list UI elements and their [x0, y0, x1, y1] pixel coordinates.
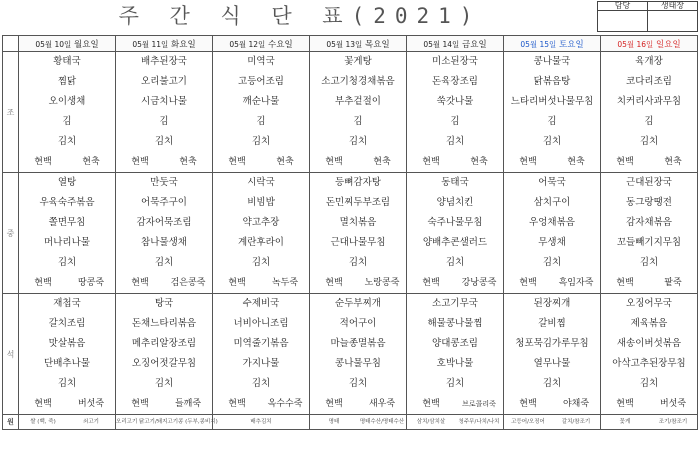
- porridge-item: 검은콩죽: [170, 278, 206, 288]
- dish-item: 깨순나물: [242, 96, 280, 107]
- day-name: 일요일: [656, 39, 681, 50]
- cell-footer: [19, 394, 115, 414]
- weekly-menu-table: [2, 35, 698, 430]
- dish-item: 해물콩나물찜: [427, 318, 483, 329]
- dish-item: 김치: [57, 378, 77, 389]
- dish-item: 참나물생채: [141, 237, 187, 248]
- day-header-row: [3, 36, 698, 52]
- dish-item: 김치: [445, 136, 465, 147]
- origin-item: 청주무/나치/나치: [458, 418, 500, 425]
- dish-item: 김치: [154, 257, 174, 268]
- origin-item: 오리고기 닭고기/돼지고기: [116, 418, 179, 425]
- dish-item: 근대나물무침: [330, 237, 386, 248]
- meal-row: [3, 173, 698, 294]
- day-date: 05월 12일: [229, 39, 266, 49]
- origin-item: 갈치/참조기: [561, 418, 591, 425]
- rice-item: 현백: [325, 278, 343, 288]
- dish-item: 계란후라이: [238, 237, 284, 248]
- cell-footer: [310, 152, 406, 172]
- cell-footer: [213, 394, 309, 414]
- origin-label: 원: [3, 415, 19, 430]
- dish-item: 김치: [57, 257, 77, 268]
- approval-box: [597, 1, 698, 32]
- cell-footer: [116, 273, 212, 293]
- origin-item: 고등어/오징어: [511, 418, 545, 425]
- menu-cell: [116, 52, 213, 173]
- rice-item: 현백: [131, 278, 149, 288]
- rice-item: 현백: [519, 399, 537, 409]
- origin-cell: [310, 415, 407, 430]
- dish-item: 감자어묵조림: [136, 217, 192, 228]
- meal-row: [3, 52, 698, 173]
- cell-footer: [407, 394, 503, 414]
- menu-cell: [310, 173, 407, 294]
- day-header: [601, 36, 698, 52]
- porridge-item: 현축: [567, 157, 585, 167]
- dish-item: 오징어무국: [626, 298, 672, 309]
- menu-cell: [19, 52, 116, 173]
- day-date: 05월 10일: [35, 39, 72, 49]
- dish-item: 소고기무국: [432, 298, 478, 309]
- rice-item: 현백: [422, 157, 440, 167]
- rice-item: 현백: [34, 399, 52, 409]
- day-date: 05월 14일: [423, 39, 460, 49]
- dish-item: 약고추장: [242, 217, 280, 228]
- dish-item: 닭볶음탕: [533, 76, 571, 87]
- porridge-item: 현축: [373, 157, 391, 167]
- porridge-item: 현축: [470, 157, 488, 167]
- menu-cell: [213, 173, 310, 294]
- origin-item: 쇠고기: [83, 418, 99, 425]
- dish-item: 맛살볶음: [48, 338, 86, 349]
- porridge-item: 새우죽: [368, 399, 396, 409]
- menu-cell: [310, 52, 407, 173]
- origin-cell: [19, 415, 116, 430]
- dish-item: 탕국: [154, 298, 174, 309]
- cell-footer: [116, 152, 212, 172]
- porridge-item: 버섯죽: [77, 399, 105, 409]
- dish-item: 배추된장국: [141, 56, 187, 67]
- porridge-item: 브로콜리죽: [462, 400, 496, 408]
- dish-item: 양배추콘샐러드: [422, 237, 488, 248]
- dish-item: 근대된장국: [626, 177, 672, 188]
- origin-item: 쌀 (백, 죽): [30, 418, 56, 425]
- day-header: [19, 36, 116, 52]
- cell-footer: [310, 394, 406, 414]
- cell-footer: [601, 394, 697, 414]
- porridge-item: 옥수수죽: [267, 399, 303, 409]
- dish-item: 오리불고기: [141, 76, 187, 87]
- day-header: [504, 36, 601, 52]
- dish-item: 열탕: [57, 177, 77, 188]
- dish-item: 김: [450, 116, 460, 127]
- dish-item: 콩나물무침: [335, 358, 381, 369]
- rice-item: 현백: [616, 157, 634, 167]
- dish-item: 무생채: [538, 237, 566, 248]
- dish-item: 김치: [348, 378, 368, 389]
- dish-item: 청포묵김가루무침: [515, 338, 589, 349]
- day-date: 05월 16일: [617, 39, 654, 49]
- approval-label-director: 생태장: [648, 2, 698, 11]
- menu-cell: [116, 173, 213, 294]
- dish-item: 재첩국: [53, 298, 81, 309]
- dish-item: 어묵주구이: [141, 197, 187, 208]
- origin-item: 배추김치: [250, 418, 272, 425]
- dish-item: 돈민찌두부조림: [325, 197, 391, 208]
- dish-item: 아삭고추된장무침: [612, 358, 686, 369]
- dish-item: 순두부찌개: [335, 298, 381, 309]
- day-header: [310, 36, 407, 52]
- origin-cell: [213, 415, 310, 430]
- rice-item: 현백: [422, 278, 440, 288]
- porridge-item: 땅콩죽: [77, 278, 105, 288]
- dish-item: 황태국: [53, 56, 81, 67]
- dish-item: 육개장: [635, 56, 663, 67]
- dish-item: 느타리버섯나물무침: [510, 96, 594, 107]
- dish-item: 호박나물: [436, 358, 474, 369]
- origin-cell: [504, 415, 601, 430]
- dish-item: 김치: [251, 136, 271, 147]
- dish-item: 콩나물국: [533, 56, 571, 67]
- porridge-item: 현축: [179, 157, 197, 167]
- rice-item: 현백: [616, 278, 634, 288]
- porridge-item: 팥죽: [664, 278, 682, 288]
- dish-item: 동태국: [441, 177, 469, 188]
- dish-item: 마늘종멸볶음: [330, 338, 386, 349]
- dish-item: 김치: [639, 257, 659, 268]
- dish-item: 갈치조림: [48, 318, 86, 329]
- menu-cell: [407, 173, 504, 294]
- cell-footer: [504, 273, 600, 293]
- dish-item: 갈비찜: [538, 318, 566, 329]
- dish-item: 어묵국: [538, 177, 566, 188]
- dish-item: 김: [62, 116, 72, 127]
- dish-item: 된장찌개: [533, 298, 571, 309]
- dish-item: 꽃게탕: [344, 56, 372, 67]
- menu-cell: [601, 52, 698, 173]
- menu-cell: [19, 294, 116, 415]
- rice-item: 현백: [228, 157, 246, 167]
- rice-item: 현백: [34, 157, 52, 167]
- rice-item: 현백: [325, 157, 343, 167]
- dish-item: 머나리나물: [44, 237, 90, 248]
- meal-label: 석: [3, 294, 19, 415]
- dish-item: 김치: [639, 136, 659, 147]
- day-name: 수요일: [268, 39, 293, 50]
- menu-cell: [213, 52, 310, 173]
- dish-item: 오이생채: [48, 96, 86, 107]
- menu-cell: [504, 173, 601, 294]
- rice-item: 현백: [34, 278, 52, 288]
- cell-footer: [407, 273, 503, 293]
- dish-item: 비빔밥: [247, 197, 275, 208]
- dish-item: 삼치구이: [533, 197, 571, 208]
- dish-item: 만둣국: [150, 177, 178, 188]
- menu-cell: [504, 52, 601, 173]
- dish-item: 고등어조림: [238, 76, 284, 87]
- menu-cell: [310, 294, 407, 415]
- dish-item: 김치: [542, 378, 562, 389]
- dish-item: 시락국: [247, 177, 275, 188]
- dish-item: 김: [256, 116, 266, 127]
- cell-footer: [407, 152, 503, 172]
- dish-item: 돈육장조림: [432, 76, 478, 87]
- menu-cell: [601, 173, 698, 294]
- dish-item: 찜닭: [57, 76, 77, 87]
- menu-cell: [504, 294, 601, 415]
- dish-item: 김치: [542, 257, 562, 268]
- dish-item: 멸치볶음: [339, 217, 377, 228]
- dish-item: 가지나물: [242, 358, 280, 369]
- cell-footer: [213, 152, 309, 172]
- dish-item: 쑥갓나물: [436, 96, 474, 107]
- dish-item: 수제비국: [242, 298, 280, 309]
- day-header: [407, 36, 504, 52]
- menu-cell: [213, 294, 310, 415]
- dish-item: 돈채느타리볶음: [131, 318, 197, 329]
- porridge-item: 노랑콩죽: [364, 278, 400, 288]
- cell-footer: [310, 273, 406, 293]
- meal-row: [3, 294, 698, 415]
- menu-cell: [407, 52, 504, 173]
- rice-item: 현백: [325, 399, 343, 409]
- cell-footer: [213, 273, 309, 293]
- dish-item: 메추리알장조림: [131, 338, 197, 349]
- origin-cell: [116, 415, 218, 430]
- dish-item: 제육볶음: [630, 318, 668, 329]
- cell-footer: [601, 152, 697, 172]
- dish-item: 감자채볶음: [626, 217, 672, 228]
- day-date: 05월 11일: [132, 39, 169, 49]
- meal-label: 조: [3, 52, 19, 173]
- dish-item: 새송이버섯볶음: [616, 338, 682, 349]
- porridge-item: 흑임자죽: [558, 278, 594, 288]
- origin-item: 삼치/삼치살: [416, 418, 446, 425]
- origin-cell: [407, 415, 504, 430]
- porridge-item: 강낭콩죽: [461, 278, 497, 288]
- dish-item: 소고기청경채볶음: [321, 76, 395, 87]
- origin-item: 명태수산/명태수산: [359, 418, 405, 425]
- day-header: [116, 36, 213, 52]
- dish-item: 동그랑땡전: [626, 197, 672, 208]
- dish-item: 열무나물: [533, 358, 571, 369]
- dish-item: 쫄면무침: [48, 217, 86, 228]
- dish-item: 김: [159, 116, 169, 127]
- dish-item: 김: [644, 116, 654, 127]
- cell-footer: [116, 394, 212, 414]
- rice-item: 현백: [131, 399, 149, 409]
- porridge-item: 야채죽: [562, 399, 590, 409]
- approval-signature-director: [648, 11, 698, 32]
- page-title: 주 간 식 단 표(2021): [118, 4, 482, 28]
- porridge-item: 현축: [276, 157, 294, 167]
- menu-cell: [19, 173, 116, 294]
- origin-cell: [601, 415, 698, 430]
- rice-item: 현백: [519, 278, 537, 288]
- origin-item: 명태: [328, 418, 340, 425]
- dish-item: 미소된장국: [432, 56, 478, 67]
- dish-item: 우육숙주볶음: [39, 197, 95, 208]
- dish-item: 우엉채볶음: [529, 217, 575, 228]
- day-name: 토요일: [559, 39, 584, 50]
- day-name: 월요일: [74, 39, 99, 50]
- rice-item: 현백: [519, 157, 537, 167]
- rice-item: 현백: [228, 278, 246, 288]
- dish-item: 양대콩조림: [432, 338, 478, 349]
- day-name: 목요일: [365, 39, 390, 50]
- porridge-item: 버섯죽: [659, 399, 687, 409]
- day-name: 화요일: [171, 39, 196, 50]
- menu-cell: [407, 294, 504, 415]
- dish-item: 김치: [348, 136, 368, 147]
- origin-item: 꽃게: [619, 418, 631, 425]
- rice-item: 현백: [131, 157, 149, 167]
- dish-item: 부추겉절이: [335, 96, 381, 107]
- dish-item: 김치: [542, 136, 562, 147]
- porridge-item: 들깨죽: [174, 399, 202, 409]
- day-name: 금요일: [462, 39, 487, 50]
- dish-item: 꼬들빼기지무침: [616, 237, 682, 248]
- porridge-item: 녹두죽: [271, 278, 299, 288]
- dish-item: 등뼈감자탕: [335, 177, 381, 188]
- approval-label-manager: 담당: [598, 2, 648, 11]
- origin-item: 조기/참조기: [658, 418, 688, 425]
- dish-item: 미역줄기볶음: [233, 338, 289, 349]
- porridge-item: 현축: [664, 157, 682, 167]
- dish-item: 치커리사과무침: [616, 96, 682, 107]
- dish-item: 김치: [251, 378, 271, 389]
- dish-item: 단배추나물: [44, 358, 90, 369]
- dish-item: 김치: [251, 257, 271, 268]
- dish-item: 양념치킨: [436, 197, 474, 208]
- dish-item: 시금치나물: [141, 96, 187, 107]
- dish-item: 김: [547, 116, 557, 127]
- dish-item: 김치: [57, 136, 77, 147]
- day-header: [213, 36, 310, 52]
- cell-footer: [19, 273, 115, 293]
- cell-footer: [504, 394, 600, 414]
- dish-item: 김치: [348, 257, 368, 268]
- dish-item: 오징어젓갈무침: [131, 358, 197, 369]
- dish-item: 미역국: [247, 56, 275, 67]
- header-corner: [3, 36, 19, 52]
- meal-label: 중: [3, 173, 19, 294]
- porridge-item: 현축: [82, 157, 100, 167]
- cell-footer: [601, 273, 697, 293]
- dish-item: 적어구이: [339, 318, 377, 329]
- origin-row: [3, 415, 698, 430]
- approval-signature-manager: [598, 11, 648, 32]
- dish-item: 김치: [445, 257, 465, 268]
- cell-footer: [19, 152, 115, 172]
- dish-item: 김치: [639, 378, 659, 389]
- rice-item: 현백: [616, 399, 634, 409]
- day-date: 05월 13일: [326, 39, 363, 49]
- menu-cell: [601, 294, 698, 415]
- dish-item: 너비아니조림: [233, 318, 289, 329]
- day-date: 05월 15일: [520, 39, 557, 49]
- menu-cell: [116, 294, 213, 415]
- origin-item: 콩 (두부,콩비지): [178, 418, 218, 425]
- cell-footer: [504, 152, 600, 172]
- dish-item: 김치: [154, 136, 174, 147]
- dish-item: 코다리조림: [626, 76, 672, 87]
- dish-item: 김치: [445, 378, 465, 389]
- dish-item: 숙주나물무침: [427, 217, 483, 228]
- rice-item: 현백: [228, 399, 246, 409]
- dish-item: 김: [353, 116, 363, 127]
- dish-item: 김치: [154, 378, 174, 389]
- rice-item: 현백: [422, 399, 440, 409]
